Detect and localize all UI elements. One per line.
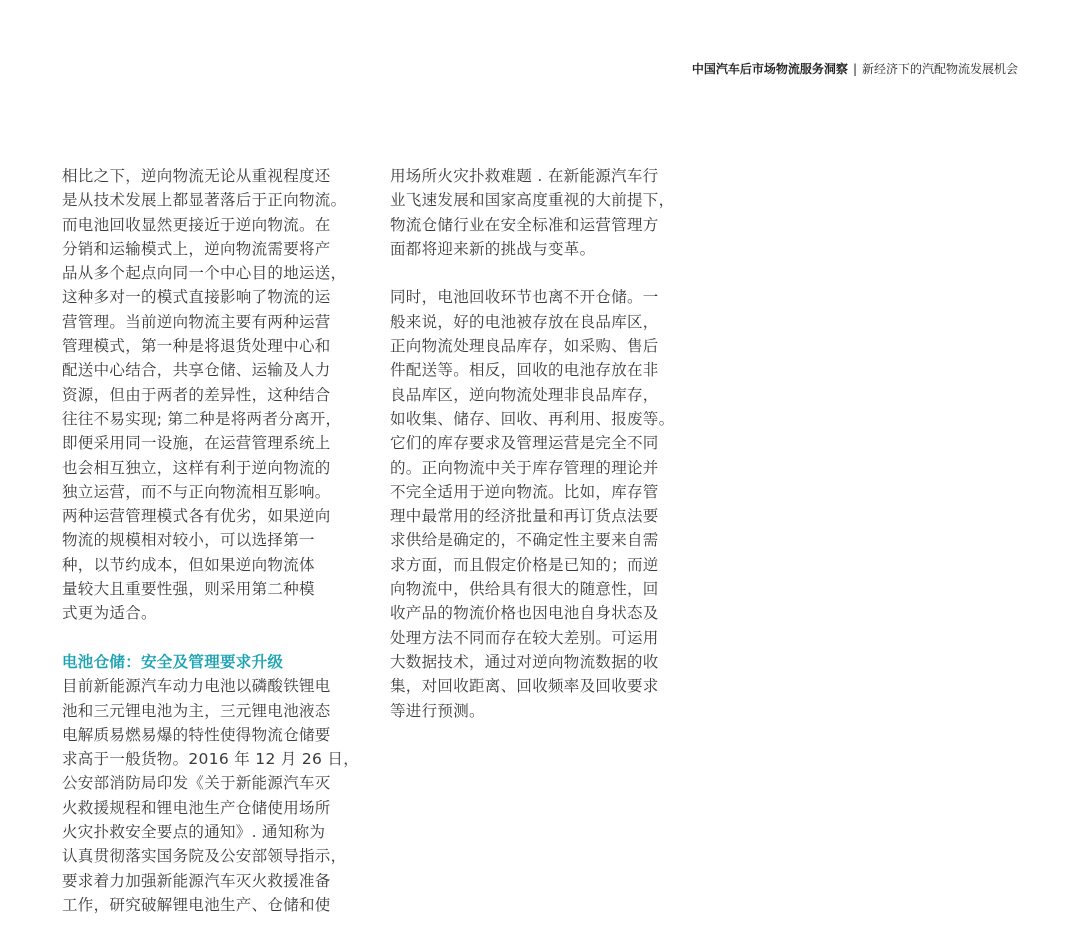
text-line: 要求着力加强新能源汽车灭火救援准备 — [62, 871, 331, 890]
text-line: 业飞速发展和国家高度重视的大前提下， — [390, 191, 675, 210]
text-line: 也会相互独立，这样有利于逆向物流的 — [62, 458, 331, 477]
running-header — [692, 60, 1018, 78]
text-line: 求高于一般货物。2016 年 12 月 26 日， — [62, 750, 360, 769]
text-line: 向物流中，供给具有很大的随意性，回 — [390, 580, 659, 599]
text-line: 品从多个起点向同一个中心目的地运送， — [62, 264, 347, 283]
text-line: 相比之下，逆向物流无论从重视程度还 — [62, 167, 331, 185]
text-line: 它们的库存要求及管理运营是完全不同 — [390, 434, 659, 453]
text-line: 而电池回收显然更接近于逆向物流。在 — [62, 215, 331, 234]
text-line: 正向物流处理良品库存，如采购、售后 — [390, 337, 659, 356]
text-line: 公安部消防局印发《关于新能源汽车灭 — [62, 774, 331, 793]
text-line: 火救援规程和锂电池生产仓储使用场所 — [62, 798, 331, 817]
paragraph-recycling-storage — [390, 285, 688, 722]
text-line: 电解质易燃易爆的特性使得物流仓储要 — [62, 725, 331, 744]
text-line: 是从技术发展上都显著落后于正向物流。 — [62, 191, 347, 210]
report-title: 中国汽车后市场物流服务洞察 — [691, 62, 848, 76]
paragraph-spacer — [390, 261, 688, 285]
text-line: 资源，但由于两者的差异性，这种结合 — [62, 385, 331, 404]
text-line: 目前新能源汽车动力电池以磷酸铁锂电 — [62, 677, 331, 696]
text-line: 大数据技术，通过对逆向物流数据的收 — [390, 652, 659, 671]
text-line: 工作，研究破解锂电池生产、仓储和使 — [62, 895, 331, 914]
text-line: 两种运营管理模式各有优劣，如果逆向 — [62, 507, 331, 526]
text-line: 配送中心结合，共享仓储、运输及人力 — [62, 361, 331, 380]
text-line: 这种多对一的模式直接影响了物流的运 — [62, 288, 331, 307]
text-line: 池和三元锂电池为主，三元锂电池液态 — [62, 701, 331, 720]
text-line: 即便采用同一设施，在运营管理系统上 — [62, 434, 331, 453]
paragraph-battery-storage — [62, 674, 360, 917]
paragraph-reverse-logistics — [62, 164, 360, 626]
text-line: 良品库区，逆向物流处理非良品库存， — [390, 385, 659, 404]
report-subtitle: 新经济下的汽配物流发展机会 — [861, 62, 1018, 76]
text-line: 如收集、储存、回收、再利用、报废等。 — [390, 409, 675, 428]
text-line: 面都将迎来新的挑战与变革。 — [390, 239, 596, 258]
section-heading: 电池仓储：安全及管理要求升级 — [62, 652, 284, 671]
text-line: 种，以节约成本，但如果逆向物流体 — [62, 555, 315, 574]
text-line: 认真贯彻落实国务院及公安部领导指示， — [62, 847, 347, 866]
text-line: 营管理。当前逆向物流主要有两种运营 — [62, 312, 331, 331]
paragraph-spacer — [62, 626, 360, 650]
text-line: 用场所火灾扑救难题 . 在新能源汽车行 — [390, 167, 659, 185]
paragraph-fire-safety — [390, 164, 688, 261]
left-column — [62, 164, 360, 917]
text-line: 处理方法不同而存在较大差别。可运用 — [390, 628, 659, 647]
text-line: 集，对回收距离、回收频率及回收要求 — [390, 677, 659, 696]
text-line: 分销和运输模式上，逆向物流需要将产 — [62, 239, 331, 258]
text-line: 管理模式，第一种是将退货处理中心和 — [62, 337, 331, 356]
text-line: 物流的规模相对较小，可以选择第一 — [62, 531, 315, 550]
text-line: 同时，电池回收环节也离不开仓储。一 — [390, 288, 659, 307]
text-line: 物流仓储行业在安全标准和运营管理方 — [390, 215, 659, 234]
text-line: 的。正向物流中关于库存管理的理论并 — [390, 458, 659, 477]
text-line: 独立运营，而不与正向物流相互影响。 — [62, 482, 331, 501]
header-separator: | — [852, 62, 857, 76]
text-line: 理中最常用的经济批量和再订货点法要 — [390, 507, 659, 526]
text-line: 不完全适用于逆向物流。比如，库存管 — [390, 482, 659, 501]
text-line: 求方面，而且假定价格是已知的；而逆 — [390, 555, 659, 574]
text-line: 般来说，好的电池被存放在良品库区， — [390, 312, 659, 331]
right-column — [390, 164, 688, 723]
text-line: 件配送等。相反，回收的电池存放在非 — [390, 361, 659, 380]
text-line: 量较大且重要性强，则采用第二种模 — [62, 580, 315, 599]
text-line: 等进行预测。 — [390, 701, 485, 720]
text-line: 往往不易实现; 第二种是将两者分离开， — [62, 409, 342, 428]
text-line: 收产品的物流价格也因电池自身状态及 — [390, 604, 659, 623]
text-line: 求供给是确定的，不确定性主要来自需 — [390, 531, 659, 550]
text-line: 式更为适合。 — [62, 604, 157, 623]
text-line: 火灾扑救安全要点的通知》. 通知称为 — [62, 823, 326, 842]
